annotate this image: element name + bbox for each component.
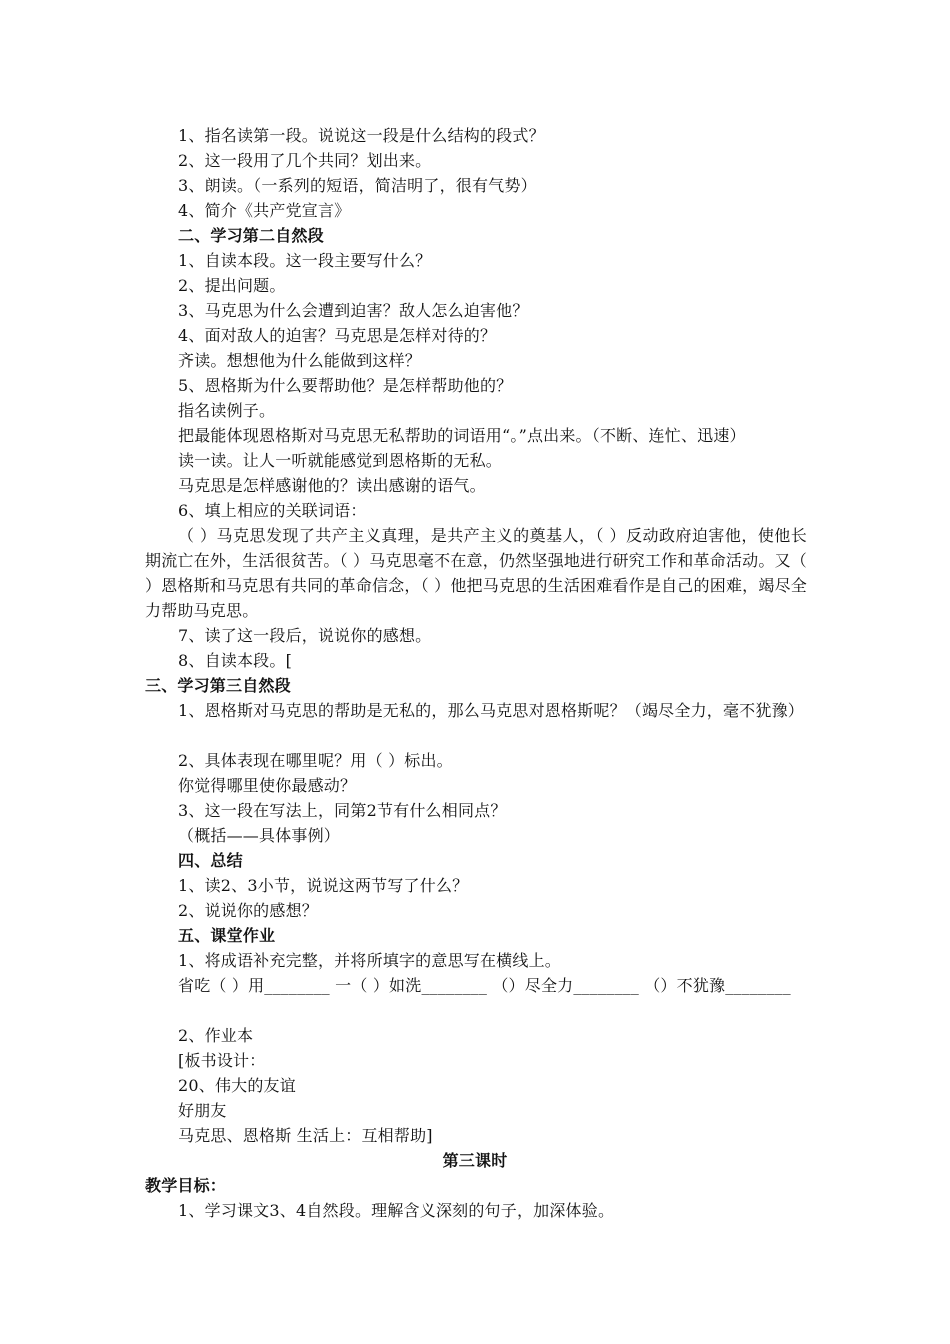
text-line: 7、读了这一段后，说说你的感想。 [178, 626, 432, 645]
text-line: 1、学习课文3、4自然段。理解含义深刻的句子，加深体验。 [178, 1201, 615, 1220]
text-line: 指名读例子。 [178, 401, 276, 420]
text-line: 2、说说你的感想？ [178, 901, 318, 920]
fill-in-paragraph: （ ）马克思发现了共产主义真理，是共产主义的奠基人，（ ）反动政府迫害他，使他长期流亡在外，生活很贫苦。（ ）马克思毫不在意，仍然坚强地进行研究工作和革命活动。又（ ）恩格斯和马克思有共同的革命信念，（ ）他把马克思的生活困难看作是自己的困难，竭尽全力帮助马克思。 [145, 526, 807, 620]
text-line: 读一读。让人一听就能感觉到恩格斯的无私。 [178, 451, 503, 470]
text-line: 4、简介《共产党宣言》 [178, 201, 351, 220]
lesson-title: 第三课时 [442, 1151, 508, 1170]
text-line: [板书设计： [178, 1051, 266, 1070]
text-line: 2、这一段用了几个共同？划出来。 [178, 151, 432, 170]
text-line: 1、将成语补充完整，并将所填字的意思写在横线上。 [178, 951, 561, 970]
text-line: 1、自读本段。这一段主要写什么？ [178, 251, 432, 270]
text-line: 2、具体表现在哪里呢？用（ ）标出。 [178, 751, 453, 770]
section-heading: 三、学习第三自然段 [145, 676, 291, 695]
text-line: 3、马克思为什么会遭到迫害？敌人怎么迫害他？ [178, 301, 529, 320]
text-line: 5、恩格斯为什么要帮助他？是怎样帮助他的？ [178, 376, 513, 395]
text-line: 马克思、恩格斯 生活上：互相帮助] [178, 1126, 433, 1145]
question-paragraph: 1、恩格斯对马克思的帮助是无私的，那么马克思对恩格斯呢？（竭尽全力，毫不犹豫） [178, 701, 804, 720]
text-line: 齐读。想想他为什么能做到这样？ [178, 351, 422, 370]
text-line: 1、指名读第一段。说说这一段是什么结构的段式？ [178, 126, 545, 145]
section-heading: 二、学习第二自然段 [178, 226, 324, 245]
text-line: （概括——具体事例） [178, 826, 341, 845]
text-line: 8、自读本段。[ [178, 651, 293, 670]
section-heading: 四、总结 [178, 851, 243, 870]
text-line: 把最能体现恩格斯对马克思无私帮助的词语用“。”点出来。（不断、连忙、迅速） [178, 426, 746, 445]
text-line: 马克思是怎样感谢他的？读出感谢的语气。 [178, 476, 486, 495]
text-line: 你觉得哪里使你最感动？ [178, 776, 357, 795]
text-line: 3、这一段在写法上，同第2节有什么相同点？ [178, 801, 507, 820]
text-line: 2、作业本 [178, 1026, 254, 1045]
text-line: 6、填上相应的关联词语： [178, 501, 367, 520]
text-line: 好朋友 [178, 1101, 227, 1120]
section-heading: 五、课堂作业 [178, 926, 276, 945]
text-line: 1、读2、3小节，说说这两节写了什么？ [178, 876, 469, 895]
text-line: 20、伟大的友谊 [178, 1076, 296, 1095]
idiom-exercise: 省吃（ ）用________ 一（ ）如洗________ （）尽全力________ （）不犹豫________ [178, 976, 791, 995]
text-line: 2、提出问题。 [178, 276, 286, 295]
objectives-heading: 教学目标： [145, 1176, 227, 1195]
text-line: 4、面对敌人的迫害？马克思是怎样对待的？ [178, 326, 497, 345]
text-line: 3、朗读。（一系列的短语，简洁明了，很有气势） [178, 176, 537, 195]
